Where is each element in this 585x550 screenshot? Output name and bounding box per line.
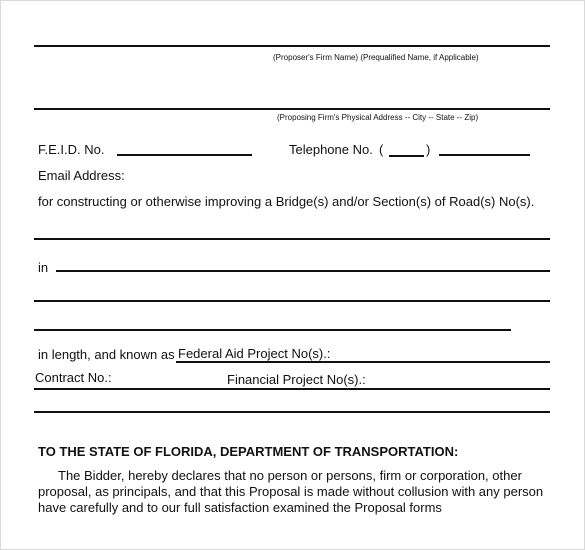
- feid-label: F.E.I.D. No.: [38, 142, 105, 157]
- length-label: in length, and known as: [38, 347, 175, 362]
- financial-label: Financial Project No(s).:: [227, 372, 366, 387]
- telephone-field[interactable]: [439, 154, 530, 156]
- address-caption: (Proposing Firm's Physical Address -- City -- State -- Zip): [277, 113, 479, 122]
- location-line-2[interactable]: [34, 300, 550, 302]
- in-label: in: [38, 260, 49, 275]
- bridge-sentence: for constructing or otherwise improving a Bridge(s) and/or Section(s) of Road(s) No(s).: [38, 194, 535, 209]
- contract-line[interactable]: [34, 388, 550, 390]
- email-label: Email Address:: [38, 168, 125, 183]
- address-line[interactable]: [34, 108, 550, 110]
- bidder-declaration-line-3: have carefully and to our full satisfaction examined the Proposal forms: [38, 500, 442, 515]
- area-code-field[interactable]: [389, 155, 424, 157]
- telephone-close-paren: ): [426, 142, 431, 157]
- road-numbers-line[interactable]: [34, 238, 550, 240]
- federal-aid-label: Federal Aid Project No(s).:: [178, 346, 331, 361]
- extra-line[interactable]: [34, 411, 550, 413]
- bidder-declaration-line-2: proposal, as principals, and that this Proposal is made without collusion with any person: [38, 484, 544, 499]
- bidder-declaration-line-1: The Bidder, hereby declares that no person or persons, firm or corporation, other: [58, 468, 522, 483]
- feid-field[interactable]: [117, 154, 252, 156]
- firm-name-line[interactable]: [34, 45, 550, 47]
- federal-aid-line[interactable]: [176, 361, 550, 363]
- department-heading: TO THE STATE OF FLORIDA, DEPARTMENT OF TRANSPORTATION:: [38, 444, 459, 459]
- firm-name-caption: (Proposer's Firm Name) (Prequalified Name, if Applicable): [273, 53, 479, 62]
- telephone-label: Telephone No.: [289, 142, 373, 157]
- location-line-3[interactable]: [34, 329, 511, 331]
- contract-label: Contract No.:: [35, 370, 112, 385]
- telephone-open-paren: (: [379, 142, 384, 157]
- location-line[interactable]: [56, 270, 550, 272]
